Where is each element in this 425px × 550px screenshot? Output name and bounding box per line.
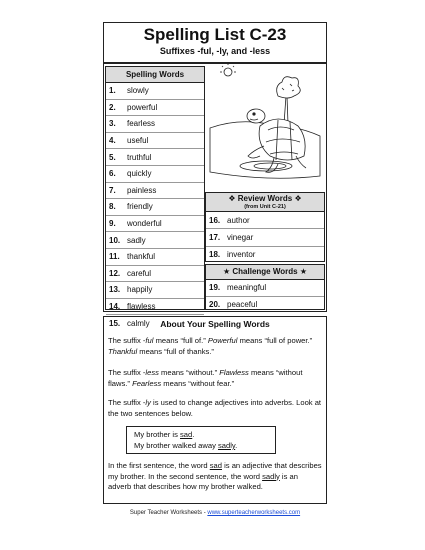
- word-text: meaningful: [227, 283, 267, 293]
- word-row: [106, 216, 204, 233]
- word-number: 9.: [109, 219, 116, 229]
- word-row: [106, 232, 204, 249]
- challenge-words-table: [205, 264, 325, 310]
- word-number: 17.: [209, 232, 221, 242]
- text: The suffix -: [108, 368, 146, 377]
- word-text: quickly: [127, 169, 152, 179]
- text: sadly: [262, 471, 280, 481]
- text: means “full of thanks.”: [137, 346, 214, 356]
- word-row: [106, 199, 204, 216]
- challenge-words-header: ★ Challenge Words ★: [206, 265, 324, 280]
- word-text: flawless: [127, 302, 156, 312]
- word-number: 14.: [109, 302, 121, 312]
- text: Flawless: [219, 368, 249, 377]
- text: Thankful: [108, 346, 138, 356]
- word-text: peaceful: [227, 299, 258, 309]
- footer-link[interactable]: www.superteacherworksheets.com: [207, 510, 301, 516]
- text: less: [145, 368, 159, 377]
- turtle-drawing: [208, 64, 324, 190]
- word-number: 7.: [109, 185, 116, 195]
- text: .: [235, 441, 238, 450]
- word-text: painless: [127, 185, 157, 195]
- text: sad: [180, 430, 193, 439]
- text: .: [192, 430, 195, 439]
- title-box: [103, 22, 327, 64]
- word-number: 11.: [109, 252, 120, 262]
- word-number: 12.: [109, 268, 121, 278]
- word-number: 13.: [109, 285, 121, 295]
- word-text: thankful: [127, 252, 156, 262]
- word-row: [106, 133, 204, 150]
- review-words-header: [206, 193, 324, 212]
- footer: [103, 510, 327, 516]
- word-text: careful: [127, 268, 152, 278]
- word-text: calmly: [127, 318, 150, 328]
- text: My brother walked away: [134, 441, 218, 450]
- word-text: slowly: [127, 86, 149, 96]
- about-paragraph-ful: [108, 336, 323, 357]
- word-number: 16.: [209, 215, 221, 225]
- word-row: [106, 249, 204, 266]
- text: In the first sentence, the word: [108, 461, 210, 470]
- text: The suffix -: [108, 398, 146, 407]
- example-sentences-box: [126, 426, 276, 454]
- text: My brother is: [134, 430, 180, 439]
- text: ly: [145, 398, 151, 407]
- word-number: 15.: [109, 318, 121, 328]
- review-words-source: (from Unit C-21): [244, 204, 286, 210]
- word-text: useful: [127, 136, 149, 146]
- word-row: [106, 149, 204, 166]
- text: means “full of.”: [153, 336, 208, 345]
- about-paragraph-ly: [108, 398, 323, 419]
- text: means “full of power.”: [237, 336, 313, 345]
- word-text: vinegar: [227, 232, 254, 242]
- spelling-words-header: Spelling Words: [106, 67, 204, 83]
- word-text: powerful: [127, 102, 158, 112]
- text: ful: [145, 336, 154, 345]
- word-row: [106, 166, 204, 183]
- footer-text: Super Teacher Worksheets -: [129, 510, 208, 516]
- word-row: [206, 212, 324, 229]
- word-row: [106, 100, 204, 117]
- text: is an adjective that describes my brother. In the second sentence, the word: [108, 461, 322, 481]
- word-number: 20.: [209, 299, 221, 309]
- text: is an adverb that describes how my brother walked.: [108, 471, 298, 491]
- text: The suffix -: [108, 336, 146, 345]
- word-text: fearless: [127, 119, 156, 129]
- word-number: 1.: [109, 86, 116, 96]
- word-row: [106, 282, 204, 299]
- word-number: 18.: [209, 250, 221, 260]
- word-number: 19.: [209, 283, 221, 293]
- word-number: 5.: [109, 152, 116, 162]
- word-row: [206, 247, 324, 263]
- word-text: friendly: [127, 202, 153, 212]
- turtle-illustration: [208, 64, 324, 190]
- word-text: inventor: [227, 250, 256, 260]
- spelling-words-table: [105, 66, 205, 328]
- word-row: [206, 280, 324, 297]
- text: is used to change adjectives into adverbs. Look at the two sentences below.: [108, 398, 322, 418]
- word-number: 10.: [109, 235, 121, 245]
- text: Powerful: [207, 336, 238, 345]
- word-text: truthful: [127, 152, 152, 162]
- word-number: 6.: [109, 169, 116, 179]
- page-subtitle: Suffixes -ful, -ly, and -less: [159, 46, 271, 56]
- word-number: 3.: [109, 119, 116, 129]
- word-text: sadly: [127, 235, 146, 245]
- about-paragraph-less: [108, 368, 323, 389]
- text: sadly: [218, 441, 236, 450]
- word-row: [106, 83, 204, 100]
- text: means “without flaws.”: [108, 368, 303, 388]
- word-number: 2.: [109, 102, 116, 112]
- text: means “without.”: [158, 368, 220, 377]
- review-words-table: [205, 192, 325, 262]
- example-sentence-1: [134, 429, 275, 440]
- page-title: Spelling List C-23: [143, 25, 287, 44]
- word-row: [206, 229, 324, 246]
- word-text: author: [227, 215, 250, 225]
- word-number: 8.: [109, 202, 116, 212]
- word-text: happily: [127, 285, 153, 295]
- word-row: [106, 299, 204, 316]
- review-words-title: ❖ Review Words ❖: [228, 194, 302, 203]
- about-header: About Your Spelling Words: [160, 319, 270, 329]
- word-row: [206, 297, 324, 313]
- word-number: 4.: [109, 136, 116, 146]
- word-text: wonderful: [127, 219, 162, 229]
- word-row: [106, 183, 204, 200]
- text: means “without fear.”: [161, 378, 235, 388]
- word-row: [106, 116, 204, 133]
- word-row: [106, 266, 204, 283]
- text: Fearless: [132, 378, 162, 388]
- text: sad: [209, 461, 222, 470]
- example-sentence-2: [134, 440, 275, 451]
- about-paragraph-explanation: [108, 461, 323, 493]
